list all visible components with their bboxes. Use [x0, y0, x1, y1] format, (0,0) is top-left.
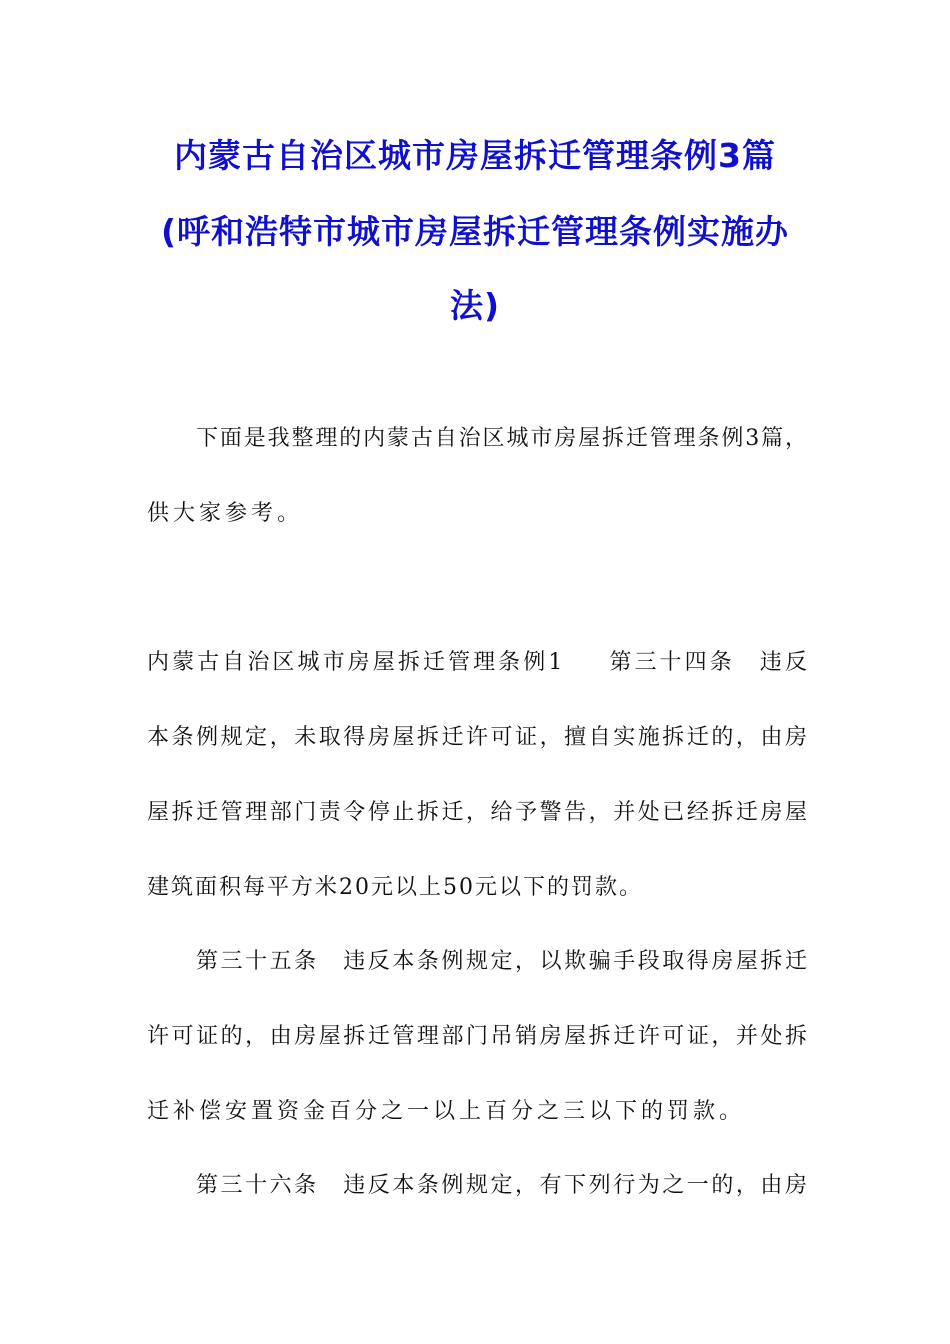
- article-34-start: 违反: [756, 650, 807, 675]
- document-title-line-3: 法): [449, 286, 501, 325]
- document-title-line-2: (呼和浩特市城市房屋拆迁管理条例实施办: [160, 212, 790, 251]
- article-36-label: 第三十六条: [196, 1173, 319, 1198]
- article-36-line-1-rest: 违反本条例规定，有下列行为之一的，由房: [340, 1173, 807, 1198]
- section1-line-1: [147, 645, 807, 676]
- section1-heading: 内蒙古自治区城市房屋拆迁管理条例1: [147, 650, 563, 675]
- article-34-label: 第三十四条: [606, 650, 735, 675]
- article-35-line-1-rest: 违反本条例规定，以欺骗手段取得房屋拆迁: [340, 949, 807, 974]
- section1-line-4: 建筑面积每平方米20元以上50元以下的罚款。: [147, 875, 643, 900]
- section1-line-2: 本条例规定，未取得房屋拆迁许可证，擅自实施拆迁的，由房: [147, 725, 807, 750]
- article-35-line-2: 许可证的，由房屋拆迁管理部门吊销房屋拆迁许可证，并处拆: [147, 1024, 807, 1049]
- article-35-line-1: [196, 944, 807, 975]
- article-35-line-3: 迁补偿安置资金百分之一以上百分之三以下的罚款。: [147, 1099, 746, 1124]
- intro-line-1: 下面是我整理的内蒙古自治区城市房屋拆迁管理条例3篇，: [196, 426, 807, 451]
- article-35-label: 第三十五条: [196, 949, 319, 974]
- article-36-line-1: [196, 1168, 807, 1199]
- section1-line-3: 屋拆迁管理部门责令停止拆迁，给予警告，并处已经拆迁房屋: [147, 800, 807, 825]
- intro-line-2: 供大家参考。: [147, 501, 304, 526]
- document-title-line-1: 内蒙古自治区城市房屋拆迁管理条例3篇: [174, 136, 776, 175]
